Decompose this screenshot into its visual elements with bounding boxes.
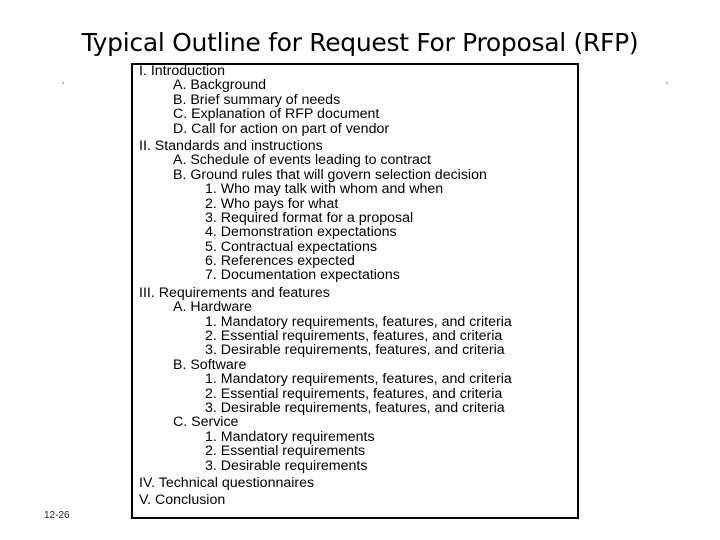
outline-item-level-1: A. Background — [173, 77, 267, 94]
outline-item-level-2: 4. Demonstration expectations — [205, 224, 397, 241]
outline-item-level-1: A. Schedule of events leading to contract — [173, 152, 431, 169]
outline-item-level-2: 2. Essential requirements, features, and criteria — [205, 328, 503, 345]
outline-item-level-2: 2. Who pays for what — [205, 195, 339, 212]
outline-item-level-0: V. Conclusion — [139, 492, 226, 509]
outline-item-level-1: A. Hardware — [173, 299, 252, 316]
outline-item-level-0: IV. Technical questionnaires — [139, 474, 315, 491]
outline-item-level-2: 5. Contractual expectations — [205, 238, 377, 255]
outline-item-level-2: 1. Mandatory requirements — [205, 428, 375, 445]
outline-item-level-1: C. Service — [173, 414, 239, 431]
decorative-dot-left — [62, 82, 64, 84]
outline-item-level-1: D. Call for action on part of vendor — [173, 120, 390, 137]
outline-item-level-2: 1. Who may talk with whom and when — [205, 181, 444, 198]
outline-item-level-2: 3. Desirable requirements, features, and criteria — [205, 342, 505, 359]
slide-number: 12-26 — [44, 510, 70, 521]
outline-item-level-0: III. Requirements and features — [139, 284, 330, 301]
outline-item-level-2: 1. Mandatory requirements, features, and criteria — [205, 313, 512, 330]
outline-item-level-1: B. Brief summary of needs — [173, 91, 341, 108]
outline-item-level-2: 3. Required format for a proposal — [205, 209, 414, 226]
outline-item-level-2: 2. Essential requirements, features, and criteria — [205, 385, 503, 402]
outline-item-level-1: B. Software — [173, 356, 247, 373]
outline-item-level-2: 6. References expected — [205, 253, 355, 270]
rfp-outline-list — [139, 64, 512, 508]
outline-item-level-2: 2. Essential requirements — [205, 443, 366, 460]
decorative-dot-right — [666, 82, 668, 84]
outline-item-level-0: I. Introduction — [139, 63, 225, 79]
outline-item-level-1: B. Ground rules that will govern selection decision — [173, 166, 487, 183]
outline-item-level-1: C. Explanation of RFP document — [173, 106, 380, 123]
slide-title: Typical Outline for Request For Proposal (RFP) — [81, 28, 639, 57]
outline-item-level-0: II. Standards and instructions — [139, 137, 323, 154]
outline-item-level-2: 3. Desirable requirements, features, and criteria — [205, 399, 505, 416]
outline-item-level-2: 7. Documentation expectations — [205, 267, 400, 284]
outline-item-level-2: 1. Mandatory requirements, features, and criteria — [205, 371, 512, 388]
outline-item-level-2: 3. Desirable requirements — [205, 457, 368, 474]
